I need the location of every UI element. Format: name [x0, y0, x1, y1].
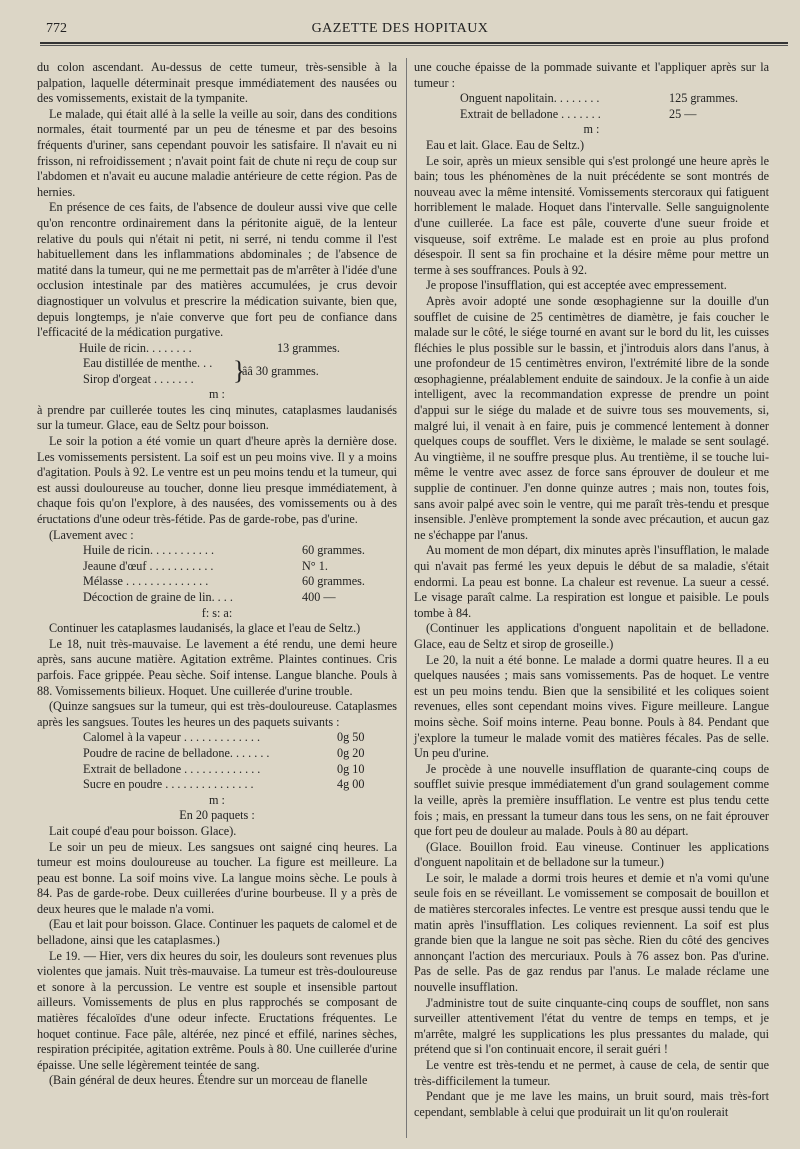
paragraph: Le ventre est très-tendu et ne permet, à cause de cela, de sentir que très-difficilement la tumeur. — [414, 1058, 769, 1088]
paragraph: Le soir, après un mieux sensible qui s'est prolongé une heure après le bain; tous les phénomènes de la nuit précédente se sont montrés de nouveau avec la même intensité. Vomissements stercoraux qui fatiguent horriblement le malade. Hoquet dans l'intervalle. Selle sanguignolente d'une cuillerée. La face est pâle, couverte d'une sueur froide et visqueuse, soif extrême. Le malade est en proie au plus profond désespoir. Il sent sa fin prochaine et la désire même pour mettre un terme à ses souffrances. Pouls à 92. — [414, 153, 769, 277]
paragraph: Le 20, la nuit a été bonne. Le malade a dormi quatre heures. Il a eu quelques nausées ; mais sans vomissements. Pas de hoquet. Le ventre est un peu moins tendu. Bien que la sensibilité et les coliques soient revenues, elles sont cependant moins vives. Figure meilleure. Langue moins sèche. Soif moins interne. Peau bonne. Pouls à 84. Pendant que j'explore la tumeur le malade vomit des matières fécales. Pas de selle. Un peu d'urine. — [414, 652, 769, 761]
paragraph: Je procède à une nouvelle insufflation de quarante-cinq coups de soufflet suivie presque immédiatement d'un grand soulagement comme la veille, après la première insufflation. Le ventre est plus tendu cette fois ; mais, en pressant la tumeur dans tous les sens, on ne fait éprouver que fort peu de douleur au malade. Pouls à 80 au départ. — [414, 761, 769, 839]
paragraph: Le 19. — Hier, vers dix heures du soir, les douleurs sont revenues plus violentes que jamais. Nuit très-mauvaise. La tumeur est très-douloureuse et sonore à la percussion. Le ventre est souple et insensible partout ailleurs. Vomissements de plus en plus rapprochés se composant de matières fécaloïdes d'une odeur infecte. Eructations fréquentes. Le hoquet continue. Face pâle, altérée, nez pincé et effilé, narines sèches, respiration précipitée, agitation extrême. Pouls à 80. Une cuillerée d'urine épaisse. Une selle légèrement teintée de sang. — [37, 948, 397, 1072]
mix-label: m : — [583, 122, 600, 137]
prescription-line: Extrait de belladone . . . . . . . 25 — — [460, 106, 697, 121]
prescription-line: Décoction de graine de lin. . . . 400 — — [83, 590, 336, 604]
prescription-brace: Eau distillée de menthe. . . Sirop d'orgeat . . . . . . . } ââ 30 grammes. — [83, 356, 319, 386]
mix-label: f: s: a: — [201, 605, 233, 620]
paragraph: (Eau et lait pour boisson. Glace. Continuer les paquets de calomel et de belladone, ainsi que les cataplasmes.) — [37, 917, 397, 948]
paragraph: Continuer les cataplasmes laudanisés, la glace et l'eau de Seltz.) — [49, 621, 361, 636]
column-divider — [406, 58, 407, 1138]
paragraph: Je propose l'insufflation, qui est acceptée avec empressement. — [426, 278, 727, 293]
brace-mark: } — [233, 356, 246, 386]
paragraph: du colon ascendant. Au-dessus de cette tumeur, très-sensible à la palpation, laquelle déterminait presque immédiatement des nausées ou des vomissements, existait de la tympanite. — [37, 60, 397, 106]
paragraph: (Lavement avec : — [49, 527, 134, 542]
page-header — [0, 0, 800, 48]
mix-label: m : — [209, 792, 225, 807]
paragraph: Lait coupé d'eau pour boisson. Glace). — [49, 823, 237, 838]
paragraph: Pendant que je me lave les mains, un bruit sourd, mais très-fort cependant, semblable à celui que produirait un lit qu'on roulerait — [414, 1089, 769, 1119]
paragraph: En présence de ces faits, de l'absence de douleur aussi vive que celle qu'on rencontre ordinairement dans la péritonite aiguë, de la lenteur relative du pouls qui n'était ni petit, ni serré, ni tendu comme il l'est habituellement dans les inflammations abdominales ; de l'absence de matité dans la tumeur, qui ne me permettait pas de m'arrêter à l'idée d'une occlusion intestinale par des matières accumulées, je crus devoir diagnostiquer un volvulus et prescrire la médication suivante, bien que, depuis longtemps, je n'aie converve que fort peu de confiance dans l'efficacité de la médication purgative. — [37, 200, 397, 340]
header-rule — [40, 42, 788, 44]
prescription-line: Mélasse . . . . . . . . . . . . . . 60 grammes. — [83, 574, 365, 589]
paragraph: Le soir la potion a été vomie un quart d'heure après la dernière dose. Les vomissements persistent. La soif est un peu moins vive. Il y a moins d'agitation. Pouls à 92. Le ventre est un peu moins tendu et la tumeur, qui est aussi douloureuse au toucher, donne lieu presque immédiatement, à chaque fois qu'on l'explore, à des nausées, des vomissements ou à des éructations d'une odeur très-fétide. Pas de garde-robe, pas d'urine. — [37, 434, 397, 527]
paragraph: une couche épaisse de la pommade suivante et l'appliquer après sur la tumeur : — [414, 60, 769, 90]
prescription-line: Extrait de belladone . . . . . . . . . . . . . 0g 10 — [83, 761, 365, 776]
paragraph: J'administre tout de suite cinquante-cinq coups de soufflet, non sans surveiller attentivement l'état du ventre de temps en temps, et je m'arrête, malgré les supplications les plus pressantes du malade, qui prétend que si l'on continuait encore, il serait guéri ! — [414, 995, 769, 1057]
header-rule-thin — [40, 45, 788, 46]
paragraph: Le soir, le malade a dormi trois heures et demie et n'a vomi qu'une seule fois en se réveillant. Le vomissement se composait de bouillon et de matières stercorales infectes. Le ventre est presque aussi tendu que le matin après l'insufflation. Les coliques reviennent. La soif est plus grande bien que la langue ne soit pas sèche. Rien du côté des gencives annonçant l'action des mercuriaux. Pouls à 76 assez bon. Pas d'urine. Pas de selle. Pas de gaz rendus par l'anus. Le malade réclame une nouvelle insufflation. — [414, 870, 769, 995]
prescription-line: Huile de ricin. . . . . . . . . . . 60 grammes. — [83, 543, 365, 558]
prescription-line: Sucre en poudre . . . . . . . . . . . . . . . 4g 00 — [83, 777, 365, 792]
paragraph: Eau et lait. Glace. Eau de Seltz.) — [426, 137, 585, 152]
prescription-list — [37, 543, 397, 605]
paragraph: Le 18, nuit très-mauvaise. Le lavement a été rendu, une demi heure après, sans aucune matière. Agitation extrême. Plaintes continues. Cris parfois. Face grippée. Peau sèche. Soif intense. Langue blanche. Pouls à 88. Vomissements bilieux. Hoquet. Une cuillerée d'urine trouble. — [37, 636, 397, 698]
prescription-list — [414, 91, 769, 122]
prescription-line: Onguent napolitain. . . . . . . . 125 grammes. — [460, 91, 739, 106]
prescription-line: Jeaune d'œuf . . . . . . . . . . . N° 1. — [83, 558, 328, 573]
paragraph: (Bain général de deux heures. Étendre sur un morceau de flanelle — [49, 1073, 368, 1088]
mix-label: En 20 paquets : — [179, 808, 255, 823]
prescription-line: Calomel à la vapeur . . . . . . . . . . . . . 0g 50 — [83, 730, 365, 745]
prescription-list — [37, 730, 397, 792]
page-number: 772 — [46, 21, 67, 36]
prescription-line: Huile de ricin. . . . . . . . 13 grammes. — [79, 340, 340, 355]
paragraph: (Glace. Bouillon froid. Eau vineuse. Continuer les applications d'onguent napolitain et de belladone sur la tumeur.) — [414, 839, 769, 870]
paragraph: à prendre par cuillerée toutes les cinq minutes, cataplasmes laudanisés sur la tumeur. Glace, eau de Seltz pour boisson. — [37, 402, 397, 433]
paragraph: (Continuer les applications d'onguent napolitain et de belladone. Glace, eau de Seltz et sirop de groseille.) — [414, 621, 769, 651]
paragraph: Le malade, qui était allé à la selle la veille au soir, dans des conditions normales, était tourmenté par un peu de ténesme et par des besoins fréquents d'uriner, sans cependant pouvoir les satisfaire. Il n'avait eu ni frisson, ni refroidissement ; n'avait point fait de chute ni reçu de coup sur l'abdomen et n'avait eu aucune maladie antérieure de cette région. Pas de hernies. — [37, 106, 397, 199]
journal-title: GAZETTE DES HOPITAUX — [311, 21, 489, 36]
mix-label: m : — [209, 387, 225, 402]
prescription-line: Poudre de racine de belladone. . . . . . . 0g 20 — [83, 745, 365, 760]
paragraph: Le soir un peu de mieux. Les sangsues ont saigné cinq heures. La tumeur est moins douloureuse au toucher. La figure est meilleure. La peau est bonne. La soif moins vive. La langue moins sèche. Le pouls à 84. Pas de garde-robe. Deux cuillerées d'urine bourbeuse. Il y a près de deux heures que le malade n'a vomi. — [37, 839, 397, 916]
paragraph: Au moment de mon départ, dix minutes après l'insufflation, le malade qui n'avait pas fermé les yeux depuis le début de sa maladie, s'était endormi. La peau est bonne. La chaleur est revenue. La sueur a cessé. Le visage paraît calme. La respiration est longue et paisible. Le pouls tombe à 84. — [414, 543, 769, 620]
paragraph: (Quinze sangsues sur la tumeur, qui est très-douloureuse. Cataplasmes après les sangsues. Toutes les heures un des paquets suivants : — [37, 699, 397, 729]
right-column — [414, 60, 769, 1120]
paragraph: Après avoir adopté une sonde œsophagienne sur la douille d'un soufflet de cuisine de 25 centimètres de diamètre, je fais coucher le malade sur le côté, le siége tourné en avant sur le bord du lit, les cuisses fléchies le plus possible sur le bassin, et j'introduis alors dans l'anus, à une profondeur de 15 centimètres environ, l'extrémité libre de la sonde œsophagienne, préalablement enduite de saindoux. Je la confie à un aide intelligent, avec la recommandation expresse de prendre un point d'appui sur le siége du malade et de suivre tous ses mouvements, si, malgré lui, il venait à en faire, puis je commencé lentement à donner quelques coups de soufflet. Vers le dixième, le malade se sent soulagé. Au vingtième, il ne souffre presque plus. Au trentième, il se touche lui-même le ventre avec assez de force sans éprouver de douleur et me supplie de continuer. J'en donne quinze autres ; mais non, toutes fois, sans avoir palpé avec soin le ventre, qui me paraît très-tendu et presque insensible. J'enlève promptement la sonde avec précaution, et aucun gaz ne s'échappe par l'anus. — [414, 293, 769, 542]
left-column — [37, 60, 397, 1089]
